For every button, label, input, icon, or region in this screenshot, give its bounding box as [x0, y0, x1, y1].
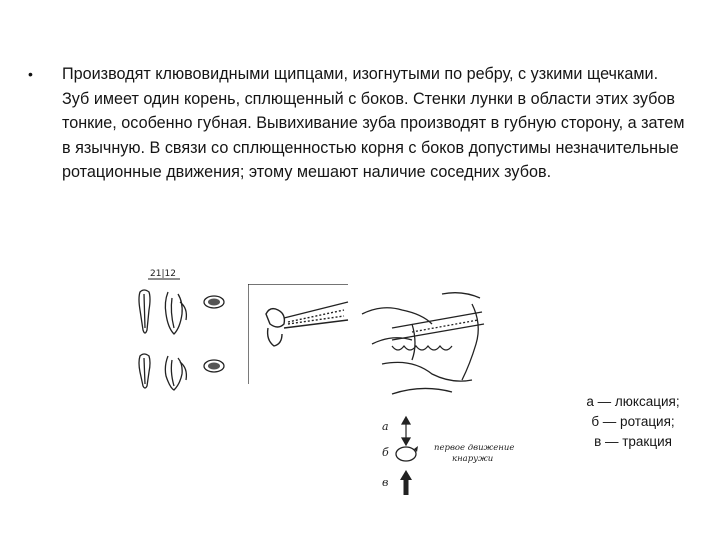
first-move-label-line2: кнаружи: [452, 454, 494, 464]
forceps-in-hand-icon: [392, 312, 484, 340]
teeth-diagram: [128, 262, 238, 392]
caption-line-rotation: б — ротация;: [591, 414, 675, 429]
bullet-marker: •: [28, 66, 33, 82]
rotation-circle-icon: [396, 446, 418, 461]
tooth-front-top-icon: [139, 290, 150, 333]
bullet-paragraph: [28, 62, 688, 185]
forceps-diagram: [248, 284, 358, 404]
label-b: б: [382, 446, 389, 459]
label-v: в: [382, 476, 389, 489]
forceps-icon: [266, 302, 348, 346]
caption-line-luxation: а — люксация;: [586, 394, 680, 409]
caption-line-traction: в — тракция: [594, 434, 672, 449]
extraction-hand-diagram: [352, 284, 512, 414]
tooth-side-top-icon: [165, 292, 186, 334]
luxation-arrow-icon: [402, 417, 410, 445]
hand-icon: [362, 293, 480, 394]
tooth-side-bottom-icon: [165, 356, 186, 390]
first-move-label-line1: первое движение: [434, 443, 515, 453]
teeth-row-icon: [392, 346, 452, 350]
description-text: Производят клювовидными щипцами, изогнутыми по ребру, с узкими щечками. Зуб имеет один корень, сплющенный с боков. Стенки лунки в области этих зубов тонкие, особенно губная. Вывихивание зуба производят в губную сторону, а затем в язычную. В связи со сплющенностью корня с боков допустимы незначительные ротационные движения; этому мешают наличие соседних зубов.: [62, 65, 685, 181]
tooth-front-bottom-icon: [139, 354, 150, 388]
legend-caption: [568, 392, 698, 452]
tooth-numbers-label: 21|12: [150, 269, 176, 279]
motion-symbols-diagram: [372, 412, 522, 502]
traction-arrow-icon: [400, 470, 412, 495]
label-a: а: [382, 420, 389, 433]
tooth-cross-section-top-icon: [204, 296, 224, 308]
tooth-cross-section-bottom-icon: [204, 360, 224, 372]
